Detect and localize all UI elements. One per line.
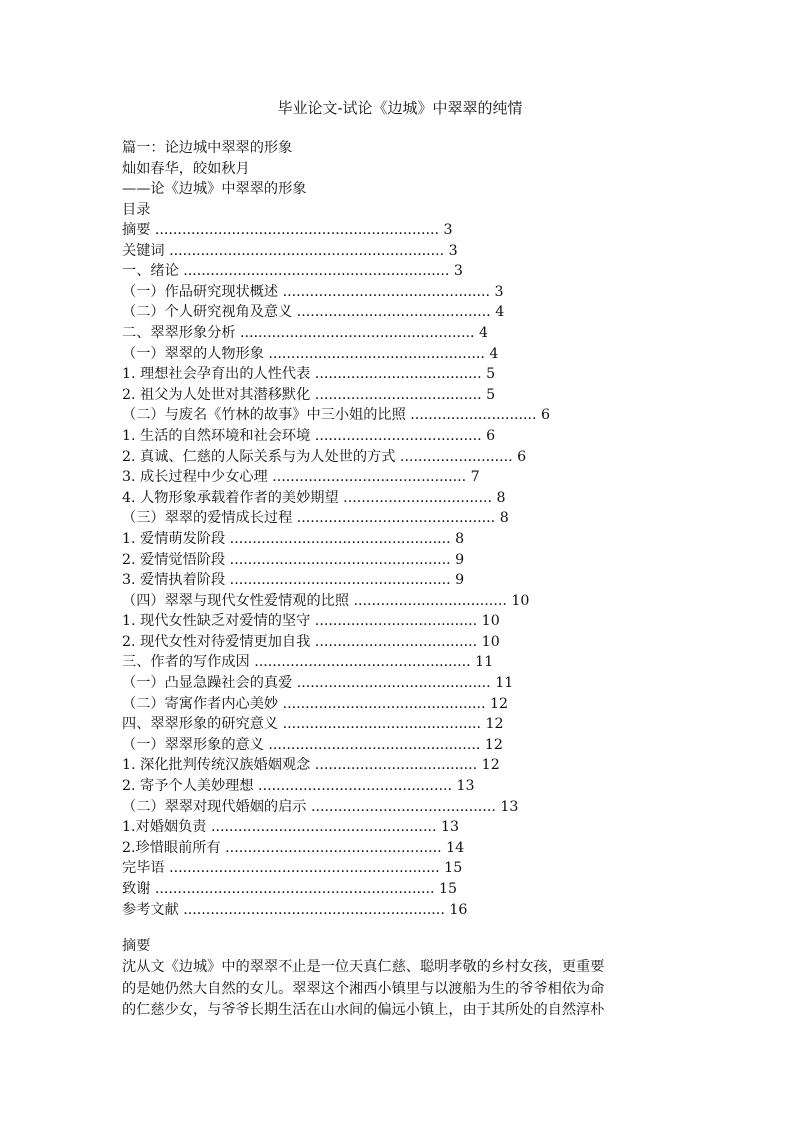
toc-entry: （二）翠翠对现代婚姻的启示 ......................................... 13 xyxy=(122,798,519,815)
toc-entry: 1. 爱情萌发阶段 ................................................. 8 xyxy=(122,530,465,547)
section-heading: 篇一：论边城中翠翠的形象 xyxy=(122,140,293,156)
toc-entry: 1. 现代女性缺乏对爱情的坚守 .................................... 10 xyxy=(122,613,500,630)
toc-entry: 参考文献 .......................................................... 16 xyxy=(122,901,468,918)
table-of-contents xyxy=(122,220,682,920)
toc-entry: （一）翠翠形象的意义 ............................................... 12 xyxy=(122,736,503,753)
essay-subtitle-2: ——论《边城》中翠翠的形象 xyxy=(122,181,307,198)
toc-entry: （一）翠翠的人物形象 ................................................ 4 xyxy=(122,345,499,362)
abstract-paragraph xyxy=(122,957,678,1022)
toc-entry: 3. 爱情执着阶段 ................................................. 9 xyxy=(122,572,465,589)
toc-entry: 1. 深化批判传统汉族婚姻观念 .................................... 12 xyxy=(122,757,500,774)
abstract-line: 的是她仍然大自然的女儿。翠翠这个湘西小镇里与以渡船为生的爷爷相依为命 xyxy=(122,980,605,997)
essay-subtitle: 灿如春华，皎如秋月 xyxy=(122,160,250,177)
toc-entry: （四）翠翠与现代女性爱情观的比照 .................................. 10 xyxy=(122,592,530,609)
toc-entry: 2.珍惜眼前所有 ................................................ 14 xyxy=(122,839,465,856)
abstract-line: 沈从文《边城》中的翠翠不止是一位天真仁慈、聪明孝敬的乡村女孩，更重要 xyxy=(122,959,605,975)
toc-entry: 1.对婚姻负责 .................................................. 13 xyxy=(122,819,460,836)
toc-entry: （二）寄寓作者内心美妙 ............................................. 12 xyxy=(122,695,509,712)
toc-entry: （一）作品研究现状概述 .............................................. 3 xyxy=(122,283,504,300)
toc-entry: 关键词 ............................................................. 3 xyxy=(122,242,458,259)
toc-entry: （二）与废名《竹林的故事》中三小姐的比照 ............................ 6 xyxy=(122,407,551,424)
toc-entry: 1. 理想社会孕育出的人性代表 ..................................... 5 xyxy=(122,366,496,383)
toc-label: 目录 xyxy=(122,201,151,218)
toc-entry: 致谢 .............................................................. 15 xyxy=(122,881,458,897)
document-title: 毕业论文-试论《边城》中翠翠的纯情 xyxy=(277,99,523,117)
toc-entry: 2. 祖父为人处世对其潜移默化 ..................................... 5 xyxy=(122,386,496,403)
toc-entry: 四、翠翠形象的研究意义 ............................................ 12 xyxy=(122,716,504,733)
toc-entry: 完毕语 ............................................................ 15 xyxy=(122,860,463,877)
toc-entry: （二）个人研究视角及意义 ........................................... 4 xyxy=(122,304,505,321)
toc-entry: （一）凸显急躁社会的真爱 ........................................... 11 xyxy=(122,675,514,692)
abstract-line: 的仁慈少女，与爷爷长期生活在山水间的偏远小镇上，由于其所处的自然淳朴 xyxy=(122,1002,605,1019)
toc-entry: 2. 爱情觉悟阶段 ................................................. 9 xyxy=(122,551,465,568)
toc-entry: 2. 寄予个人美妙理想 ........................................... 13 xyxy=(122,778,475,795)
toc-entry: 2. 现代女性对待爱情更加自我 .................................... 10 xyxy=(122,633,500,650)
toc-entry: 摘要 ............................................................... 3 xyxy=(122,222,453,238)
toc-entry: 4. 人物形象承载着作者的美妙期望 ................................. 8 xyxy=(122,489,506,506)
toc-entry: 一、绪论 ........................................................... 3 xyxy=(122,263,463,280)
toc-entry: 3. 成长过程中少女心理 ........................................... 7 xyxy=(122,469,480,486)
toc-entry: （三）翠翠的爱情成长过程 ............................................ 8 xyxy=(122,510,509,527)
heading-block xyxy=(122,138,682,220)
toc-entry: 2. 真诚、仁慈的人际关系与为人处世的方式 ......................... 6 xyxy=(122,448,527,465)
toc-entry: 二、翠翠形象分析 .................................................... 4 xyxy=(122,324,489,341)
toc-entry: 三、作者的写作成因 ................................................ 11 xyxy=(122,654,494,671)
abstract-label: 摘要 xyxy=(122,938,151,954)
abstract-heading-block xyxy=(122,936,682,957)
toc-entry: 1. 生活的自然环境和社会环境 ..................................... 6 xyxy=(122,427,496,444)
